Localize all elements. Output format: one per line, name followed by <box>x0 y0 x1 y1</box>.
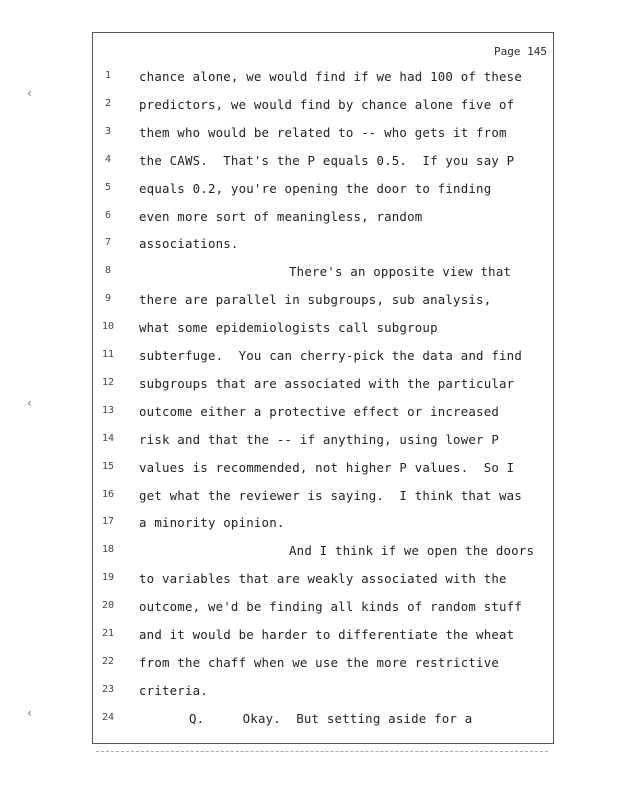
line-text: There's an opposite view that <box>289 264 512 280</box>
bottom-rule <box>96 751 548 752</box>
line-number: 3 <box>104 125 112 137</box>
line-number: 16 <box>101 488 115 500</box>
line-text: chance alone, we would find if we had 100 of these <box>139 69 522 84</box>
line-text: the CAWS. That's the P equals 0.5. If you say P <box>139 152 515 168</box>
line-number: 6 <box>104 209 112 221</box>
line-number: 4 <box>104 153 112 165</box>
line-number: 1 <box>104 70 112 81</box>
margin-mark: ‹ <box>26 86 34 100</box>
line-number: 14 <box>101 432 115 444</box>
line-number: 17 <box>101 516 115 528</box>
line-number: 15 <box>101 460 115 472</box>
line-number: 19 <box>101 572 115 584</box>
line-text: associations. <box>139 236 239 252</box>
line-number: 18 <box>101 544 115 556</box>
margin-mark: ‹ <box>26 396 34 410</box>
line-number: 12 <box>101 376 115 388</box>
line-number: 23 <box>101 683 115 695</box>
line-text: from the chaff when we use the more restrictive <box>139 654 500 670</box>
page-number: Page 145 <box>494 45 547 58</box>
line-number: 21 <box>101 628 115 639</box>
line-text: predictors, we would find by chance alone five of <box>139 96 515 112</box>
line-text: subgroups that are associated with the particular <box>139 375 515 391</box>
line-text: get what the reviewer is saying. I think that was <box>139 487 522 503</box>
line-text: and it would be harder to differentiate the wheat <box>139 627 515 642</box>
line-text: a minority opinion. <box>139 515 285 531</box>
line-text: what some epidemiologists call subgroup <box>139 320 438 336</box>
line-text: values is recommended, not higher P values. So I <box>139 459 515 475</box>
line-number: 9 <box>104 293 112 305</box>
line-text: criteria. <box>139 682 208 698</box>
line-text: subterfuge. You can cherry-pick the data and find <box>139 348 522 363</box>
line-text: risk and that the -- if anything, using lower P <box>139 431 500 447</box>
line-number: 20 <box>101 600 115 612</box>
line-number: 22 <box>101 655 115 667</box>
line-text: And I think if we open the doors <box>289 543 535 559</box>
line-number: 13 <box>101 404 115 416</box>
line-number: 2 <box>104 97 112 109</box>
line-number: 10 <box>101 321 115 333</box>
line-text: outcome, we'd be finding all kinds of random stuff <box>139 599 522 615</box>
line-text: equals 0.2, you're opening the door to finding <box>139 180 492 196</box>
line-number: 11 <box>101 349 115 360</box>
line-text: there are parallel in subgroups, sub analysis, <box>139 292 492 308</box>
line-number: 8 <box>104 265 112 277</box>
line-text: even more sort of meaningless, random <box>139 208 423 224</box>
line-text: Q. Okay. But setting aside for a <box>189 710 473 726</box>
line-text: them who would be related to -- who gets it from <box>139 124 507 140</box>
line-number: 5 <box>104 181 112 193</box>
line-text: to variables that are weakly associated with the <box>139 571 507 587</box>
transcript-page <box>92 32 554 744</box>
line-number: 24 <box>101 711 115 723</box>
margin-mark: ‹ <box>26 706 34 720</box>
line-text: outcome either a protective effect or increased <box>139 403 500 419</box>
line-number: 7 <box>104 237 112 249</box>
